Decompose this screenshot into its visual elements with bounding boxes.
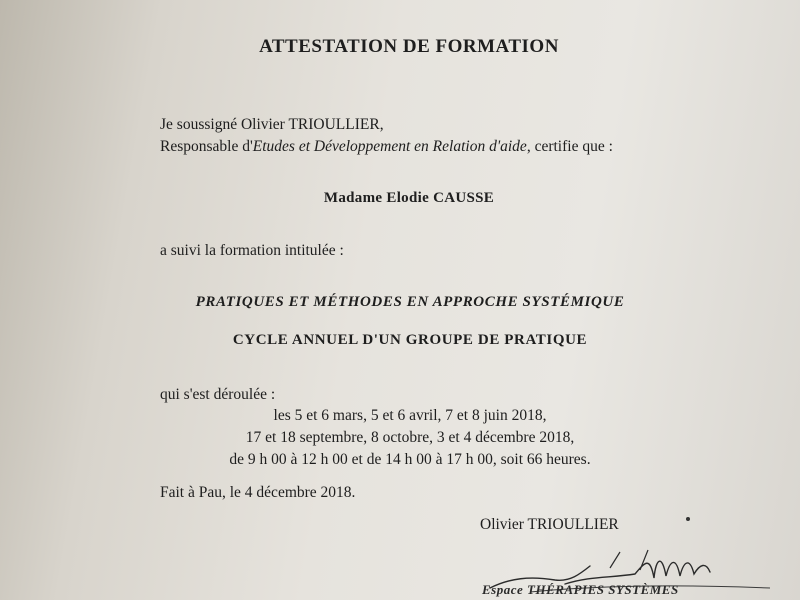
course-subtitle: CYCLE ANNUEL D'UN GROUPE DE PRATIQUE [232,332,588,348]
intro-line-2 [160,138,613,156]
dates-line-1: les 5 et 6 mars, 5 et 6 avril, 7 et 8 juin 2018, [273,407,547,424]
intro-line-2-part-a: Responsable d' [160,138,253,155]
dates-line-2: 17 et 18 septembre, 8 octobre, 3 et 4 décembre 2018, [245,429,575,446]
intro-line-2-part-b: Etudes et Développement en [252,138,429,155]
intro-line-1: Je soussigné Olivier TRIOULLIER, [160,116,384,133]
intro-line-2-part-c: Relation d'aide [428,138,527,155]
course-title: PRATIQUES ET MÉTHODES EN APPROCHE SYSTÉMIQUE [195,294,625,310]
recipient-name: Madame Elodie CAUSSE [323,190,495,206]
signatory-name: Olivier TRIOULLIER [480,516,619,533]
place-date: Fait à Pau, le 4 décembre 2018. [160,484,356,501]
held-text: qui s'est déroulée : [160,386,276,403]
dates-block [0,405,800,471]
document-title: ATTESTATION DE FORMATION [259,36,559,57]
intro-line-2-part-d: , certifie que : [526,138,613,155]
organization-stamp: Espace THÉRAPIES SYSTÈMES [482,582,679,597]
dates-line-3: de 9 h 00 à 12 h 00 et de 14 h 00 à 17 h 00, soit 66 heures. [229,451,591,468]
ink-speck [686,517,690,521]
followed-text: a suivi la formation intitulée : [160,242,344,259]
